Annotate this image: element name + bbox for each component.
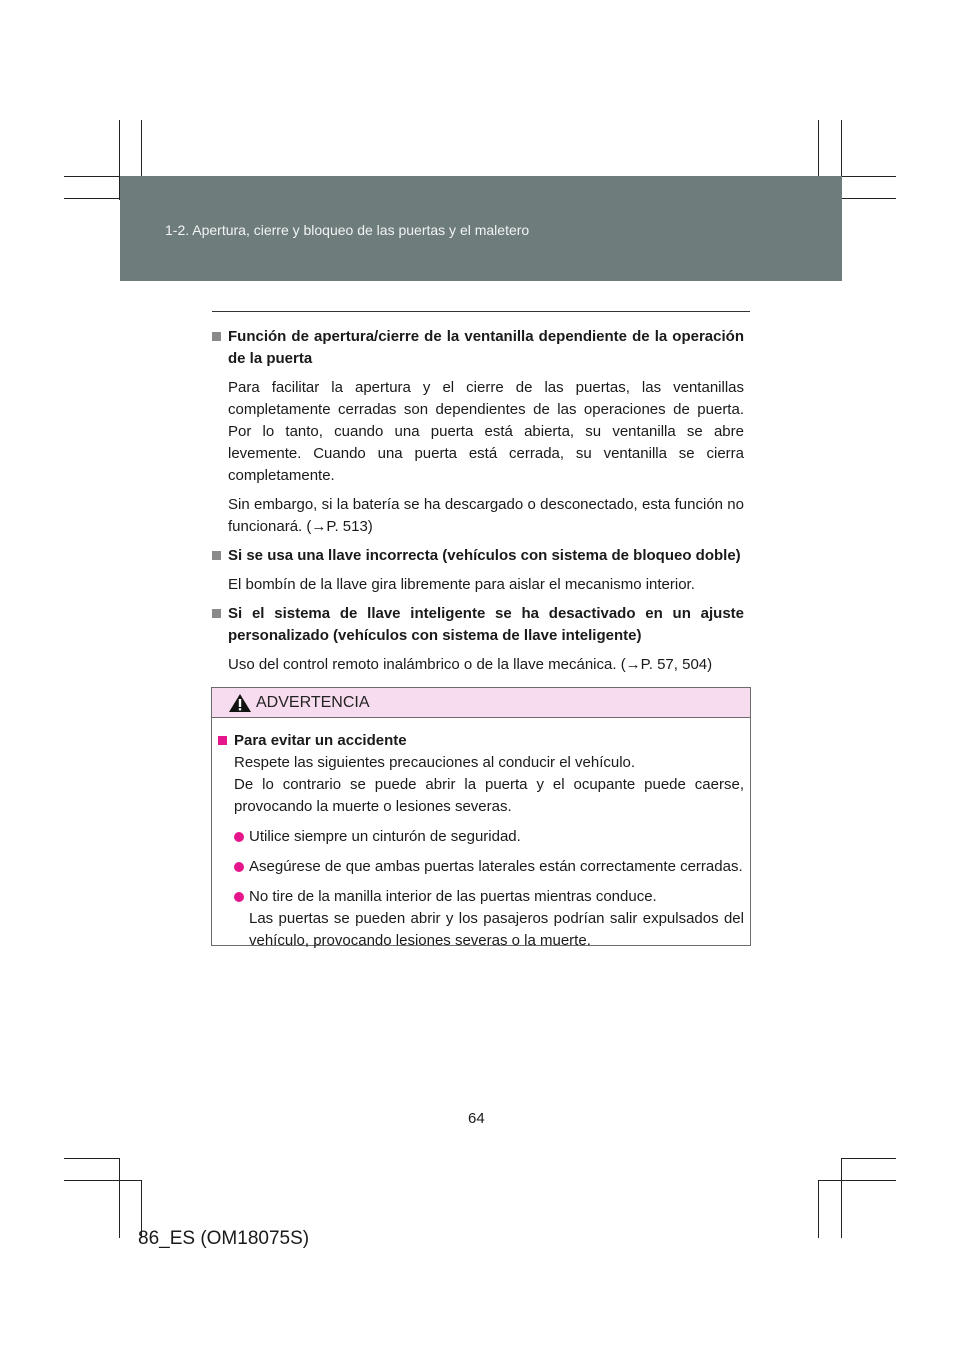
section-title: 1-2. Apertura, cierre y bloqueo de las puertas y el maletero	[165, 222, 530, 238]
square-bullet-icon	[218, 736, 227, 745]
warning-bullet-text: Utilice siempre un cinturón de seguridad.	[249, 828, 521, 845]
warning-intro: De lo contrario se puede abrir la puerta y el ocupante puede caerse, provocando la muerte o lesiones severas.	[234, 776, 744, 815]
warning-triangle-icon	[228, 693, 252, 713]
square-bullet-icon	[212, 332, 221, 341]
top-divider	[212, 311, 750, 312]
section-heading	[212, 326, 744, 370]
warning-bullet-text: Asegúrese de que ambas puertas laterales están correctamente cerradas.	[249, 858, 743, 875]
warning-bullet	[218, 856, 744, 878]
bullet-dot-icon	[234, 862, 244, 872]
section-heading-text: Si se usa una llave incorrecta (vehículos con sistema de bloqueo doble)	[228, 547, 741, 564]
square-bullet-icon	[212, 551, 221, 560]
crop-mark	[64, 1158, 120, 1159]
square-bullet-icon	[212, 609, 221, 618]
crop-mark	[841, 1158, 896, 1159]
main-content	[212, 326, 744, 683]
bullet-dot-icon	[234, 832, 244, 842]
section-heading	[212, 545, 744, 567]
warning-bullet	[218, 826, 744, 848]
warning-label: ADVERTENCIA	[256, 693, 370, 711]
warning-body	[212, 718, 750, 952]
paragraph: Uso del control remoto inalámbrico o de la llave mecánica. (→P. 57, 504)	[228, 656, 713, 673]
warning-heading	[218, 730, 744, 752]
crop-mark	[64, 1180, 142, 1181]
crop-mark	[818, 1180, 896, 1181]
warning-bullet-line: Las puertas se pueden abrir y los pasajeros podrían salir expulsados del vehículo, provocando lesiones severas o la muerte.	[249, 910, 744, 949]
warning-bullet-line: No tire de la manilla interior de las puertas mientras conduce.	[249, 888, 657, 905]
section-heading	[212, 603, 744, 647]
page-number: 64	[468, 1110, 485, 1127]
crop-mark	[64, 198, 120, 199]
bullet-dot-icon	[234, 892, 244, 902]
paragraph: Para facilitar la apertura y el cierre de las puertas, las ventanillas completamente cerradas son dependientes de las operaciones de puerta. Por lo tanto, cuando una puerta está abierta, su ventanilla se abre levemente. Cuando una puerta está cerrada, su ventanilla se cierra completamente.	[228, 379, 744, 484]
crop-mark	[818, 1180, 819, 1238]
warning-bullet	[218, 886, 744, 952]
document-code: 86_ES (OM18075S)	[138, 1228, 310, 1249]
warning-intro: Respete las siguientes precauciones al conducir el vehículo.	[234, 754, 636, 771]
warning-header	[212, 688, 750, 718]
paragraph: Sin embargo, si la batería se ha descargado o desconectado, esta función no funcionará. (→P. 513)	[228, 496, 744, 535]
section-heading-text: Si el sistema de llave inteligente se ha desactivado en un ajuste personalizado (vehículos con sistema de llave inteligente)	[228, 605, 744, 644]
crop-mark	[841, 1158, 842, 1238]
warning-box	[211, 687, 751, 949]
warning-bullet-text	[249, 886, 744, 952]
crop-mark	[119, 1158, 120, 1238]
warning-heading-text: Para evitar un accidente	[234, 732, 407, 749]
section-heading-text: Función de apertura/cierre de la ventanilla dependiente de la operación de la puerta	[228, 328, 744, 367]
paragraph: El bombín de la llave gira libremente para aislar el mecanismo interior.	[228, 576, 695, 593]
crop-mark	[841, 198, 896, 199]
